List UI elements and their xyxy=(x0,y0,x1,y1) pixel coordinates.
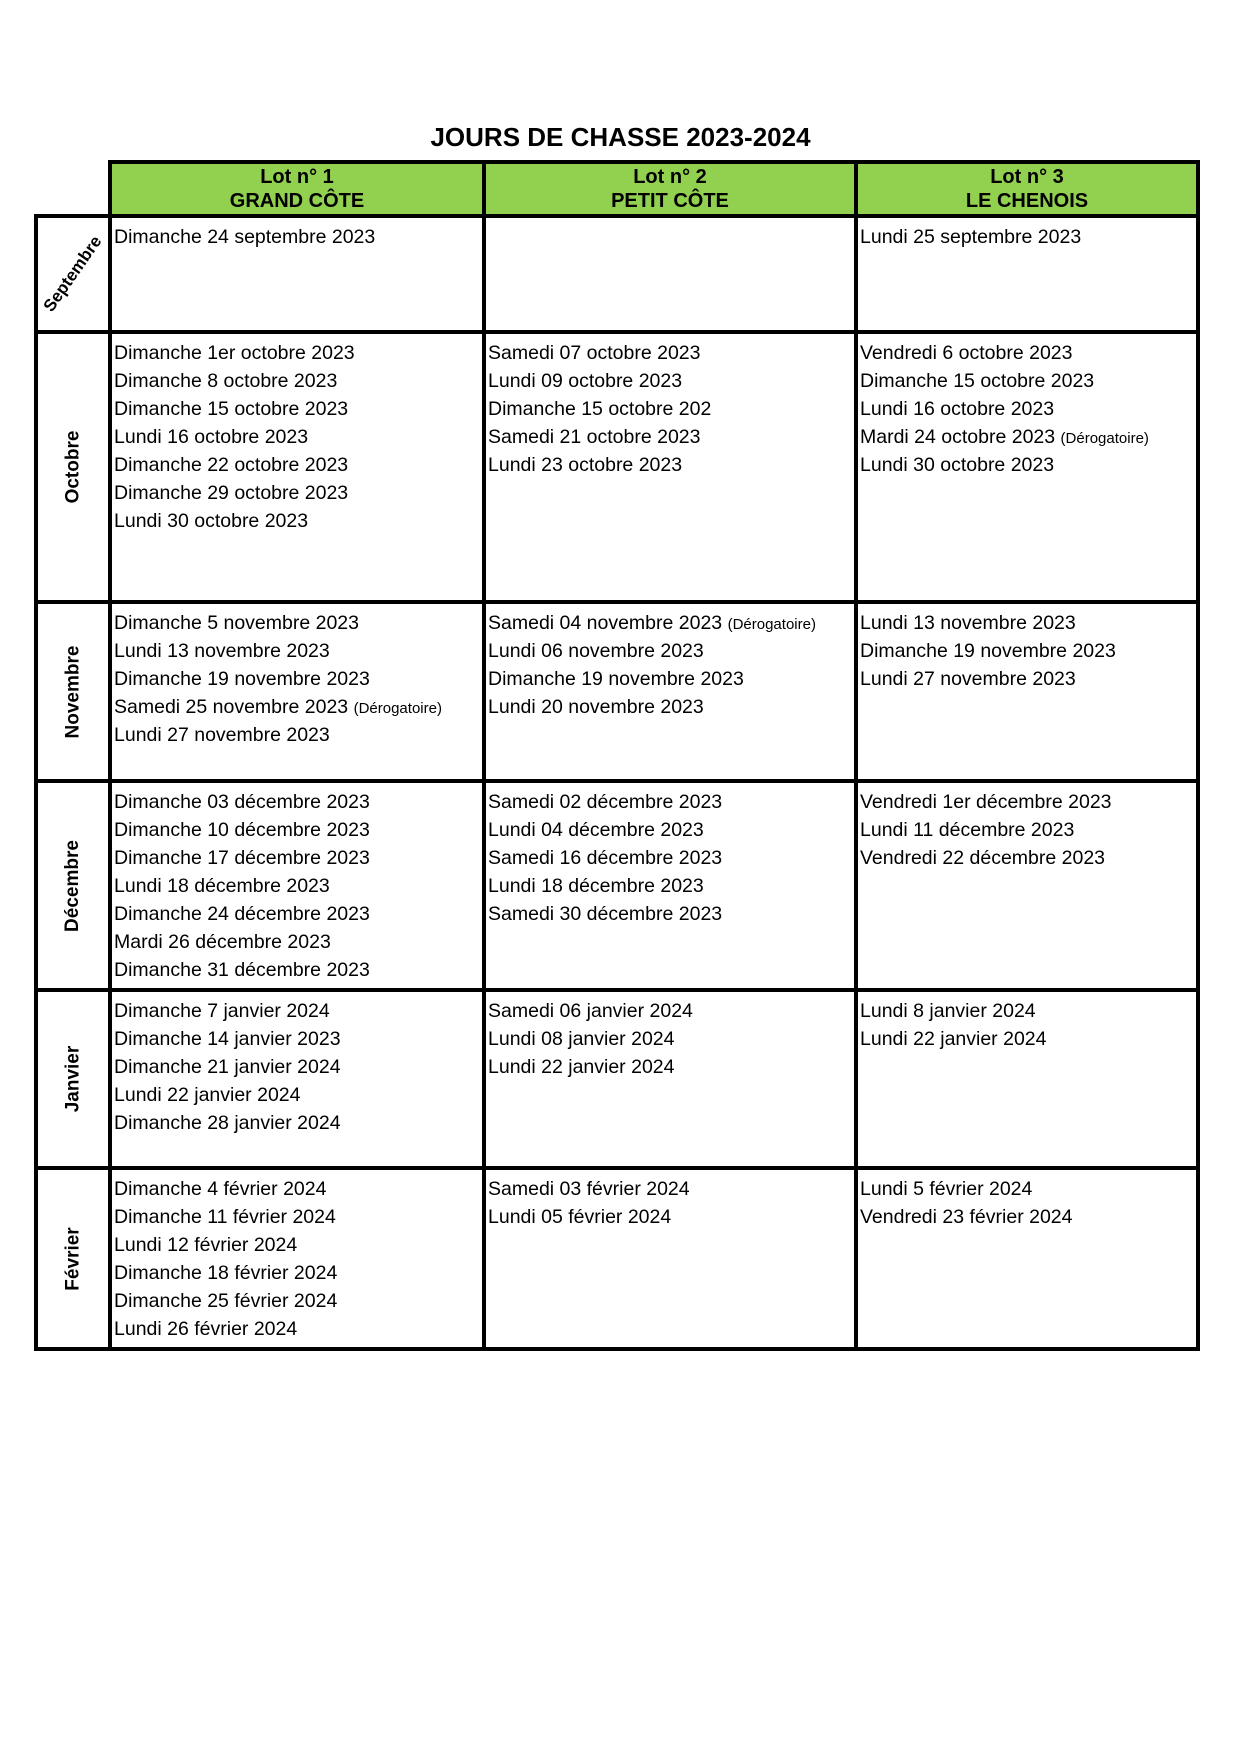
hunting-date xyxy=(488,1178,690,1201)
hunting-date-text: Dimanche 28 janvier 2024 xyxy=(114,1112,341,1134)
grid-line xyxy=(34,779,1200,783)
hunting-date xyxy=(860,1206,1072,1229)
hunting-date-text: Lundi 18 décembre 2023 xyxy=(114,875,330,897)
hunting-date-text: Lundi 25 septembre 2023 xyxy=(860,226,1082,248)
hunting-date xyxy=(860,1028,1046,1051)
grid-line xyxy=(108,160,112,218)
hunting-date xyxy=(860,226,1081,249)
hunting-date-text: Dimanche 03 décembre 2023 xyxy=(114,791,370,813)
hunting-date xyxy=(488,398,711,421)
grid-line xyxy=(34,214,38,1351)
hunting-date xyxy=(114,959,370,982)
hunting-date-text: Lundi 04 décembre 2023 xyxy=(488,819,704,841)
lot-name: GRAND CÔTE xyxy=(229,190,365,212)
hunting-date xyxy=(114,482,348,505)
grid-line xyxy=(34,330,1200,334)
hunting-date-text: Dimanche 8 octobre 2023 xyxy=(114,370,338,392)
hunting-date xyxy=(114,903,370,926)
hunting-date xyxy=(114,454,348,477)
hunting-date xyxy=(488,342,700,365)
hunting-date xyxy=(114,342,355,365)
hunting-date-text: Dimanche 29 octobre 2023 xyxy=(114,482,349,504)
hunting-date-text: Lundi 16 octobre 2023 xyxy=(860,398,1055,420)
hunting-date xyxy=(114,1028,341,1051)
hunting-date-text: Lundi 22 janvier 2024 xyxy=(860,1028,1047,1050)
hunting-date xyxy=(114,1112,341,1135)
hunting-date xyxy=(114,696,442,719)
hunting-date xyxy=(114,612,359,635)
month-label: Septembre xyxy=(39,232,106,316)
hunting-date-text: Lundi 06 novembre 2023 xyxy=(488,640,704,662)
hunting-date-text: Dimanche 11 février 2024 xyxy=(114,1206,336,1228)
lot-name: PETIT CÔTE xyxy=(611,190,729,212)
hunting-date-text: Dimanche 19 novembre 2023 xyxy=(488,668,744,690)
hunting-date-text: Dimanche 17 décembre 2023 xyxy=(114,847,370,869)
hunting-date xyxy=(488,1206,671,1229)
hunting-date xyxy=(114,1234,297,1257)
hunting-date xyxy=(860,454,1054,477)
hunting-date xyxy=(860,426,1149,449)
month-label: Octobre xyxy=(61,430,83,504)
hunting-date-text: Lundi 20 novembre 2023 xyxy=(488,696,704,718)
month-label: Janvier xyxy=(61,1045,83,1113)
hunting-date-text: Lundi 22 janvier 2024 xyxy=(114,1084,301,1106)
hunting-date xyxy=(114,875,330,898)
hunting-date xyxy=(488,370,682,393)
hunting-date xyxy=(114,1084,300,1107)
hunting-date xyxy=(114,724,330,747)
hunting-date-text: Dimanche 14 janvier 2023 xyxy=(114,1028,341,1050)
hunting-date-text: Lundi 09 octobre 2023 xyxy=(488,370,683,392)
hunting-date xyxy=(488,696,704,719)
hunting-date xyxy=(114,1318,297,1341)
hunting-date xyxy=(114,1206,336,1229)
grid-line xyxy=(34,600,1200,604)
hunting-date-text: Vendredi 23 février 2024 xyxy=(860,1206,1073,1228)
hunting-date xyxy=(488,426,700,449)
hunting-date-text: Lundi 13 novembre 2023 xyxy=(860,612,1076,634)
hunting-date xyxy=(488,819,704,842)
hunting-date xyxy=(488,1000,693,1023)
hunting-date-text: Samedi 02 décembre 2023 xyxy=(488,791,723,813)
hunting-date xyxy=(114,1178,326,1201)
hunting-date xyxy=(860,640,1116,663)
hunting-date-text: Samedi 16 décembre 2023 xyxy=(488,847,723,869)
lot-number: Lot n° 2 xyxy=(633,166,707,188)
hunting-date xyxy=(114,819,370,842)
derogatory-note: (Dérogatoire) xyxy=(727,616,816,633)
month-label: Février xyxy=(62,1226,84,1291)
hunting-date xyxy=(114,668,370,691)
hunting-date-text: Dimanche 7 janvier 2024 xyxy=(114,1000,330,1022)
hunting-date-text: Samedi 21 octobre 2023 xyxy=(488,426,701,448)
grid-line xyxy=(854,214,858,1351)
hunting-date xyxy=(114,1056,341,1079)
hunting-date-text: Lundi 23 octobre 2023 xyxy=(488,454,683,476)
hunting-date-text: Samedi 07 octobre 2023 xyxy=(488,342,701,364)
hunting-date-text: Lundi 22 janvier 2024 xyxy=(488,1056,675,1078)
hunting-date-text: Samedi 30 décembre 2023 xyxy=(488,903,723,925)
hunting-date xyxy=(114,426,308,449)
lot-number: Lot n° 1 xyxy=(260,166,334,188)
hunting-date-text: Dimanche 21 janvier 2024 xyxy=(114,1056,341,1078)
grid-line xyxy=(1196,214,1200,1351)
lot-header-2 xyxy=(484,162,856,216)
hunting-date-text: Lundi 30 octobre 2023 xyxy=(114,510,309,532)
hunting-date xyxy=(860,791,1112,814)
hunting-date-text: Lundi 05 février 2024 xyxy=(488,1206,672,1228)
grid-line xyxy=(34,1347,1200,1351)
hunting-date-text: Dimanche 5 novembre 2023 xyxy=(114,612,359,634)
hunting-date xyxy=(114,1000,330,1023)
hunting-date-text: Samedi 03 février 2024 xyxy=(488,1178,690,1200)
hunting-date xyxy=(860,1178,1032,1201)
hunting-date xyxy=(488,791,722,814)
hunting-date-text: Lundi 18 décembre 2023 xyxy=(488,875,704,897)
hunting-date xyxy=(860,819,1074,842)
hunting-date-text: Dimanche 18 février 2024 xyxy=(114,1262,338,1284)
hunting-date-text: Lundi 12 février 2024 xyxy=(114,1234,298,1256)
hunting-date xyxy=(114,1262,337,1285)
hunting-date-text: Dimanche 25 février 2024 xyxy=(114,1290,338,1312)
hunting-date xyxy=(860,398,1054,421)
hunting-date-text: Vendredi 6 octobre 2023 xyxy=(860,342,1073,364)
hunting-date xyxy=(488,1028,674,1051)
hunting-date-text: Dimanche 24 décembre 2023 xyxy=(114,903,370,925)
month-label: Novembre xyxy=(61,645,83,738)
hunting-date-text: Dimanche 19 novembre 2023 xyxy=(114,668,370,690)
derogatory-note: (Dérogatoire) xyxy=(1060,430,1149,447)
hunting-date xyxy=(488,847,722,870)
hunting-date-text: Lundi 13 novembre 2023 xyxy=(114,640,330,662)
grid-line xyxy=(108,214,112,1351)
hunting-date-text: Dimanche 1er octobre 2023 xyxy=(114,342,355,364)
hunting-date-text: Dimanche 4 février 2024 xyxy=(114,1178,327,1200)
hunting-date-text: Dimanche 15 octobre 202 xyxy=(488,398,712,420)
hunting-date-text: Dimanche 24 septembre 2023 xyxy=(114,226,376,248)
hunting-date xyxy=(114,398,348,421)
hunting-date xyxy=(114,1290,337,1313)
hunting-date xyxy=(860,847,1105,870)
hunting-date-text: Vendredi 1er décembre 2023 xyxy=(860,791,1112,813)
derogatory-note: (Dérogatoire) xyxy=(353,700,442,717)
hunting-date-text: Mardi 26 décembre 2023 xyxy=(114,931,331,953)
hunting-date-text: Lundi 16 octobre 2023 xyxy=(114,426,309,448)
hunting-date xyxy=(488,1056,674,1079)
hunting-date xyxy=(488,875,704,898)
hunting-date-text: Lundi 27 novembre 2023 xyxy=(860,668,1076,690)
lot-name: LE CHENOIS xyxy=(965,190,1089,212)
hunting-date-text: Vendredi 22 décembre 2023 xyxy=(860,847,1106,869)
hunting-date xyxy=(488,903,722,926)
hunting-date xyxy=(114,226,375,249)
hunting-date-text: Dimanche 19 novembre 2023 xyxy=(860,640,1116,662)
hunting-date xyxy=(114,370,337,393)
grid-line xyxy=(482,214,486,1351)
hunting-date xyxy=(114,791,370,814)
hunting-date-text: Samedi 04 novembre 2023 xyxy=(488,612,723,634)
grid-line xyxy=(482,160,486,218)
hunting-date xyxy=(114,931,331,954)
lot-header-1 xyxy=(110,162,484,216)
hunting-date-text: Lundi 8 janvier 2024 xyxy=(860,1000,1036,1022)
hunting-date-text: Lundi 30 octobre 2023 xyxy=(860,454,1055,476)
hunting-date xyxy=(488,640,704,663)
hunting-date-text: Lundi 08 janvier 2024 xyxy=(488,1028,675,1050)
hunting-date-text: Dimanche 10 décembre 2023 xyxy=(114,819,370,841)
hunting-date-text: Dimanche 15 octobre 2023 xyxy=(114,398,349,420)
grid-line xyxy=(34,214,1200,218)
month-label: Décembre xyxy=(61,839,83,932)
grid-line xyxy=(34,1166,1200,1170)
hunting-date-text: Lundi 26 février 2024 xyxy=(114,1318,298,1340)
hunting-date-text: Lundi 11 décembre 2023 xyxy=(860,819,1075,841)
hunting-date xyxy=(860,370,1094,393)
hunting-date xyxy=(860,342,1073,365)
grid-line xyxy=(34,988,1200,992)
hunting-date xyxy=(114,847,370,870)
hunting-date xyxy=(860,668,1076,691)
grid-line xyxy=(1196,160,1200,218)
hunting-date xyxy=(114,510,308,533)
grid-line xyxy=(854,160,858,218)
hunting-date-text: Samedi 25 novembre 2023 xyxy=(114,696,349,718)
hunting-date xyxy=(488,612,816,635)
hunting-date-text: Mardi 24 octobre 2023 xyxy=(860,426,1056,448)
hunting-date-text: Dimanche 22 octobre 2023 xyxy=(114,454,349,476)
lot-header-3 xyxy=(856,162,1198,216)
lot-number: Lot n° 3 xyxy=(990,166,1064,188)
hunting-date xyxy=(488,668,744,691)
hunting-date xyxy=(860,1000,1036,1023)
hunting-date-text: Lundi 27 novembre 2023 xyxy=(114,724,330,746)
grid-line xyxy=(108,160,1200,164)
hunting-date xyxy=(488,454,682,477)
hunting-date xyxy=(114,640,330,663)
page-title: JOURS DE CHASSE 2023-2024 xyxy=(430,122,811,152)
hunting-date-text: Samedi 06 janvier 2024 xyxy=(488,1000,693,1022)
hunting-date-text: Lundi 5 février 2024 xyxy=(860,1178,1033,1200)
hunting-date xyxy=(860,612,1076,635)
hunting-date-text: Dimanche 15 octobre 2023 xyxy=(860,370,1095,392)
hunting-date-text: Dimanche 31 décembre 2023 xyxy=(114,959,370,981)
